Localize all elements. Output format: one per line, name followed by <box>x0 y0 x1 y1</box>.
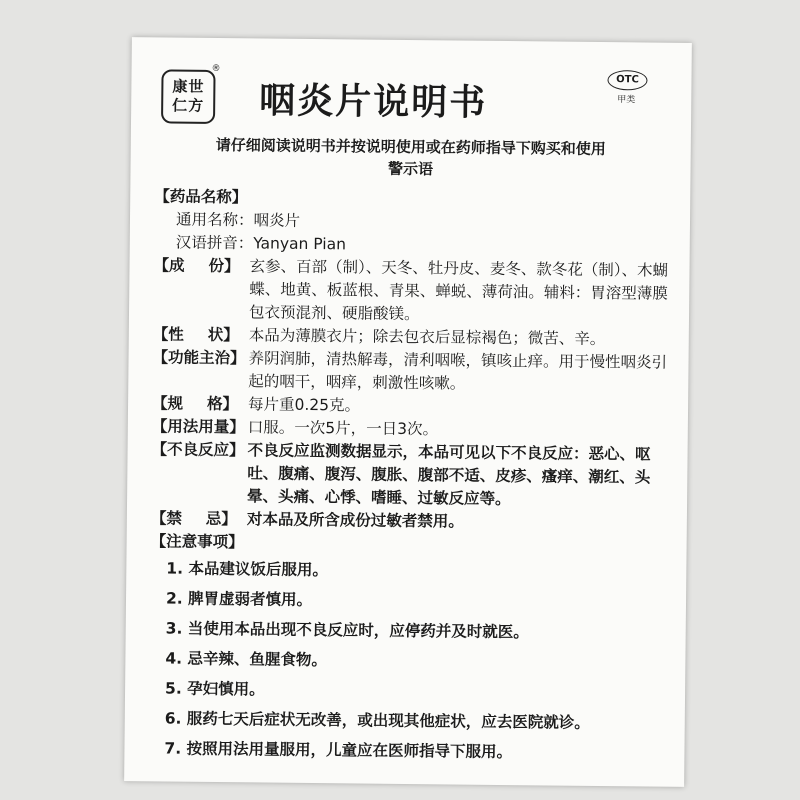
contraindications-label-close: 忌】 <box>205 509 237 529</box>
indications-row <box>152 346 672 397</box>
precaution-item: 5. 孕妇慎用。 <box>164 679 265 699</box>
brand-logo <box>161 69 216 124</box>
logo-line-1: 康世 <box>172 77 205 96</box>
properties-label <box>153 323 239 347</box>
registered-mark: ® <box>211 63 221 75</box>
indications-label: 【功能主治】 <box>152 348 246 368</box>
contraindications-value: 对本品及所含成份过敏者禁用。 <box>246 510 464 531</box>
ingredients-label-close: 份】 <box>208 256 240 276</box>
properties-label-close: 状】 <box>207 325 239 345</box>
precaution-item: 2. 脾胃虚弱者慎用。 <box>165 589 313 610</box>
logo-line-2: 仁方 <box>172 96 205 115</box>
precaution-item: 7. 按照用法用量服用，儿童应在医师指导下服用。 <box>164 739 513 762</box>
otc-class: 甲类 <box>617 95 636 106</box>
common-name-label: 通用名称： <box>175 210 254 230</box>
ingredients-label <box>153 254 240 324</box>
contraindications-label-open: 【禁 <box>150 509 182 528</box>
document-title: 咽炎片说明书 <box>259 80 488 124</box>
adverse-reactions-row <box>151 438 672 512</box>
ingredients-label-open: 【成 <box>153 256 185 275</box>
specification-value: 每片重0.25克。 <box>247 395 361 415</box>
warning-heading: 警示语 <box>387 159 434 179</box>
dosage-value: 口服。一次5片，一日3次。 <box>247 418 439 439</box>
precaution-item: 1. 本品建议饭后服用。 <box>166 559 329 580</box>
precautions-list <box>148 553 670 768</box>
adverse-reactions-value: 不良反应监测数据显示，本品可见以下不良反应：恶心、呕吐、腹痛、腹泻、腹胀、腹部不适、皮疹、瘙痒、潮红、头晕、头痛、心悸、嗜睡、过敏反应等。 <box>247 441 651 509</box>
otc-badge: OTC <box>607 70 647 90</box>
specification-label-close: 格】 <box>206 394 239 414</box>
adverse-reactions-label: 【不良反应】 <box>151 440 245 460</box>
pinyin-value: Yanyan Pian <box>253 234 347 254</box>
specification-label <box>152 392 238 416</box>
ingredients-value: 玄参、百部（制）、天冬、牡丹皮、麦冬、款冬花（制）、木蝴蝶、地黄、板蓝根、青果、蝉蜕、薄荷油。辅料：胃溶型薄膜包衣预混剂、硬脂酸镁。 <box>248 257 669 324</box>
pinyin-label: 汉语拼音： <box>175 233 254 253</box>
contraindications-label <box>151 507 237 531</box>
ingredients-row <box>153 254 674 328</box>
properties-value: 本品为薄膜衣片；除去包衣后显棕褐色；微苦、辛。 <box>248 326 606 349</box>
properties-label-open: 【性 <box>152 325 184 344</box>
usage-notice: 请仔细阅读说明书并按说明使用或在药师指导下购买和使用 <box>215 135 606 159</box>
instruction-leaflet <box>124 37 692 787</box>
precaution-item: 4. 忌辛辣、鱼腥食物。 <box>165 649 328 670</box>
specification-label-open: 【规 <box>151 394 184 413</box>
precautions-heading: 【注意事项】 <box>150 532 244 552</box>
precaution-item: 6. 服药七天后症状无改善，或出现其他症状，应去医院就诊。 <box>164 709 590 732</box>
leaflet-content <box>148 185 674 768</box>
common-name-value: 咽炎片 <box>253 211 301 230</box>
indications-value: 养阴润肺，清热解毒，清利咽喉，镇咳止痒。用于慢性咽炎引起的咽干，咽痒，刺激性咳嗽。 <box>248 349 668 393</box>
precaution-item: 3. 当使用本品出现不良反应时，应停药并及时就医。 <box>165 619 529 642</box>
drug-name-heading: 【药品名称】 <box>154 187 248 207</box>
dosage-label: 【用法用量】 <box>151 417 245 437</box>
